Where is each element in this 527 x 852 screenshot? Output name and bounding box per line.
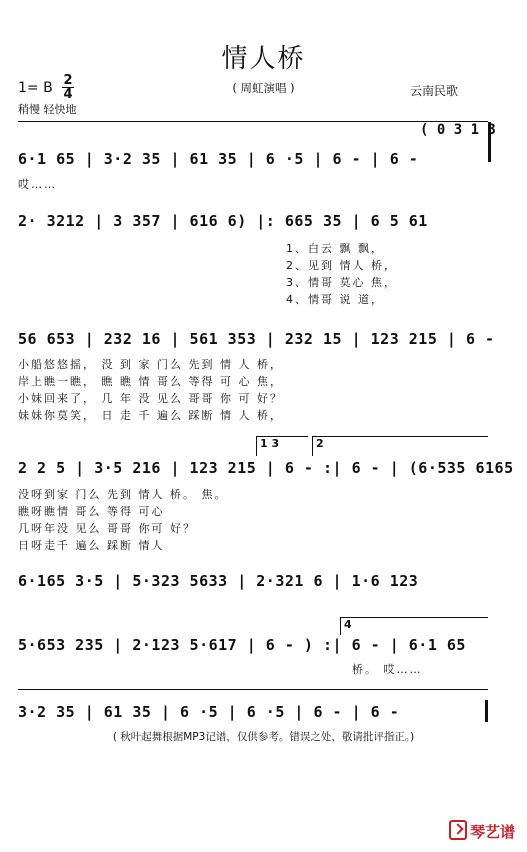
- logo-icon: [449, 820, 467, 840]
- notation-line-7: 3·2 35 | 61 35 | 6 ·5 | 6 ·5 | 6 - | 6 -: [18, 703, 400, 721]
- volta-bracket-2: [312, 436, 313, 456]
- verse-3-line-3: 小妹回来了， 几 年 没 见么 哥哥 你 可 好？: [18, 392, 283, 405]
- slur-line: [18, 121, 488, 122]
- transcription-note: ( 秋叶起舞根据MP3记谱，仅供参考。错误之处，敬请批评指正。): [112, 731, 415, 743]
- verse-4-line-3: 妹妹你莫笑， 日 走 千 遍么 踩断 情 人 桥，: [18, 409, 283, 422]
- time-sig-top: 2: [63, 73, 73, 88]
- slur-line-bottom: [18, 689, 488, 690]
- notation-line-2: 2· 3212 | 3 357 | 616 6) |: 665 35 | 6 5 61: [18, 212, 428, 230]
- region-label: 云南民歌: [410, 84, 459, 98]
- volta-bracket-4: [340, 617, 341, 635]
- verse-4-intro: 4、情哥 说 道，: [286, 293, 384, 306]
- volta-1-label: 1 3: [260, 437, 280, 450]
- lyric-line-6: 桥。 哎……: [352, 663, 423, 676]
- verse-2-line-3: 岸上瞧一瞧， 瞧 瞧 情 哥么 等得 可 心 焦，: [18, 375, 283, 388]
- notation-line-6: 5·653 235 | 2·123 5·617 | 6 - ) :| 6 - | 6·1 65: [18, 636, 466, 654]
- key-signature: 1= B: [18, 80, 53, 96]
- tempo-marking: 稍慢 轻快地: [18, 103, 77, 116]
- volta-2-label: 2: [316, 437, 324, 450]
- verse-4-line-4: 日呀走千 遍么 踩断 情人: [18, 539, 165, 552]
- final-barline: [485, 700, 488, 722]
- lyric-line-1: 哎……: [18, 178, 57, 191]
- logo-text: 琴艺谱: [469, 823, 515, 841]
- site-logo: [449, 820, 515, 842]
- verse-1-line-3: 小船悠悠摇， 没 到 家 门么 先到 情 人 桥，: [18, 358, 283, 371]
- verse-2-intro: 2、见到 情人 桥，: [286, 259, 397, 272]
- volta-bracket-4-top: [340, 617, 488, 618]
- notation-line-3: 56 653 | 232 16 | 561 353 | 232 15 | 123 215 | 6 -: [18, 330, 495, 348]
- volta-4-label: 4: [344, 618, 352, 631]
- notation-line-5: 6·165 3·5 | 5·323 5633 | 2·321 6 | 1·6 123: [18, 572, 419, 590]
- pickup-notes: ( 0 3 1 3: [420, 122, 496, 138]
- volta-bracket-1: [256, 436, 257, 456]
- notation-line-4: 2 2 5 | 3·5 216 | 123 215 | 6 - :| 6 - | (6·535 6165: [18, 459, 514, 477]
- singer-credit: ( 周虹演唱 ): [232, 81, 295, 95]
- time-sig-bottom: 4: [63, 87, 73, 102]
- verse-3-line-4: 几呀年没 见么 哥哥 你可 好？: [18, 522, 196, 535]
- notation-line-1: 6·1 65 | 3·2 35 | 61 35 | 6 ·5 | 6 - | 6 -: [18, 150, 419, 168]
- page-title: 情人桥: [221, 44, 306, 74]
- volta-bracket-2-top: [312, 436, 488, 437]
- verse-3-intro: 3、情哥 莫心 焦，: [286, 276, 397, 289]
- verse-1-intro: 1、白云 飘 飘，: [286, 242, 384, 255]
- verse-1-line-4: 没呀到家 门么 先到 情人 桥。 焦。: [18, 488, 228, 501]
- verse-2-line-4: 瞧呀瞧情 哥么 等得 可心: [18, 505, 165, 518]
